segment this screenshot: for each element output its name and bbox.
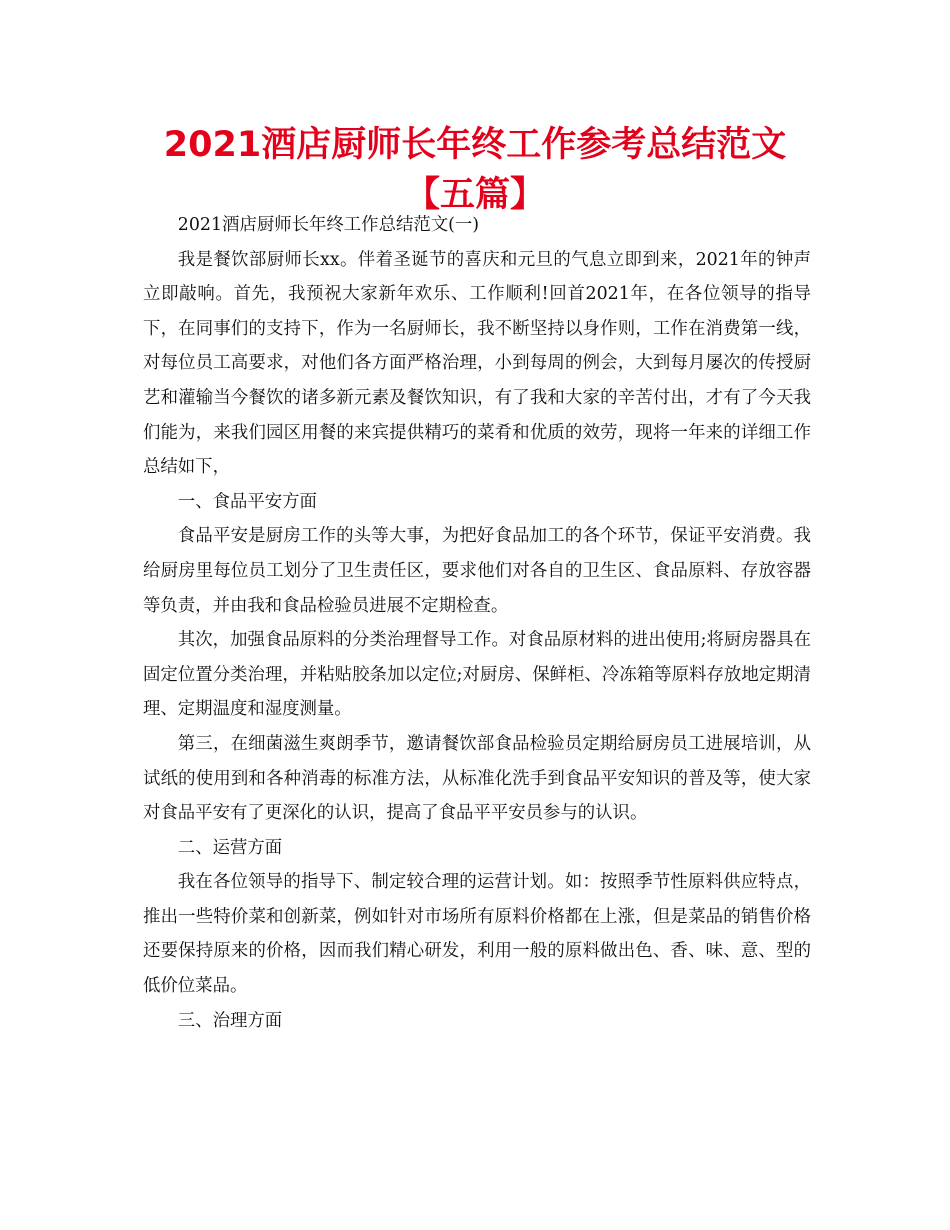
paragraph-intro: 我是餐饮部厨师长xx。伴着圣诞节的喜庆和元旦的气息立即到来，2021年的钟声立即敲响。首先，我预祝大家新年欢乐、工作顺利!回首2021年，在各位领导的指导下，在同事们的支持下，作为一名厨师长，我不断坚持以身作则，工作在消费第一线，对每位员工高要求，对他们各方面严格治理，小到每周的例会，大到每月屡次的传授厨艺和灌输当今餐饮的诸多新元素及餐饮知识，有了我和大家的辛苦付出，才有了今天我们能为，来我们园区用餐的来宾提供精巧的菜肴和优质的效劳，现将一年来的详细工作总结如下， bbox=[143, 249, 811, 478]
section-subtitle: 2021酒店厨师长年终工作总结范文(一) bbox=[177, 215, 480, 235]
paragraph-food-safety-2: 其次，加强食品原料的分类治理督导工作。对食品原材料的进出使用;将厨房器具在固定位置分类治理，并粘贴胶条加以定位;对厨房、保鲜柜、冷冻箱等原料存放地定期清理、定期温度和湿度测量。 bbox=[143, 630, 811, 720]
paragraph-food-safety-1: 食品平安是厨房工作的头等大事，为把好食品加工的各个环节，保证平安消费。我给厨房里每位员工划分了卫生责任区，要求他们对各自的卫生区、食品原料、存放容器等负责，并由我和食品检验员进展不定期检查。 bbox=[143, 526, 811, 616]
paragraph-operations: 我在各位领导的指导下、制定较合理的运营计划。如：按照季节性原料供应特点，推出一些特价菜和创新菜，例如针对市场所有原料价格都在上涨，但是菜品的销售价格还要保持原来的价格，因而我们精心研发，利用一般的原料做出色、香、味、意、型的低价位菜品。 bbox=[143, 872, 811, 997]
paragraph-food-safety-3: 第三，在细菌滋生爽朗季节，邀请餐饮部食品检验员定期给厨房员工进展培训，从试纸的使用到和各种消毒的标准方法，从标准化洗手到食品平安知识的普及等，使大家对食品平安有了更深化的认识，提高了食品平平安员参与的认识。 bbox=[143, 733, 811, 824]
heading-operations: 二、运营方面 bbox=[177, 837, 283, 858]
document-title: 2021酒店厨师长年终工作参考总结范文【五篇】 bbox=[163, 125, 787, 215]
document-body bbox=[143, 208, 811, 1038]
heading-food-safety: 一、食品平安方面 bbox=[177, 491, 317, 512]
heading-management: 三、治理方面 bbox=[177, 1010, 283, 1031]
